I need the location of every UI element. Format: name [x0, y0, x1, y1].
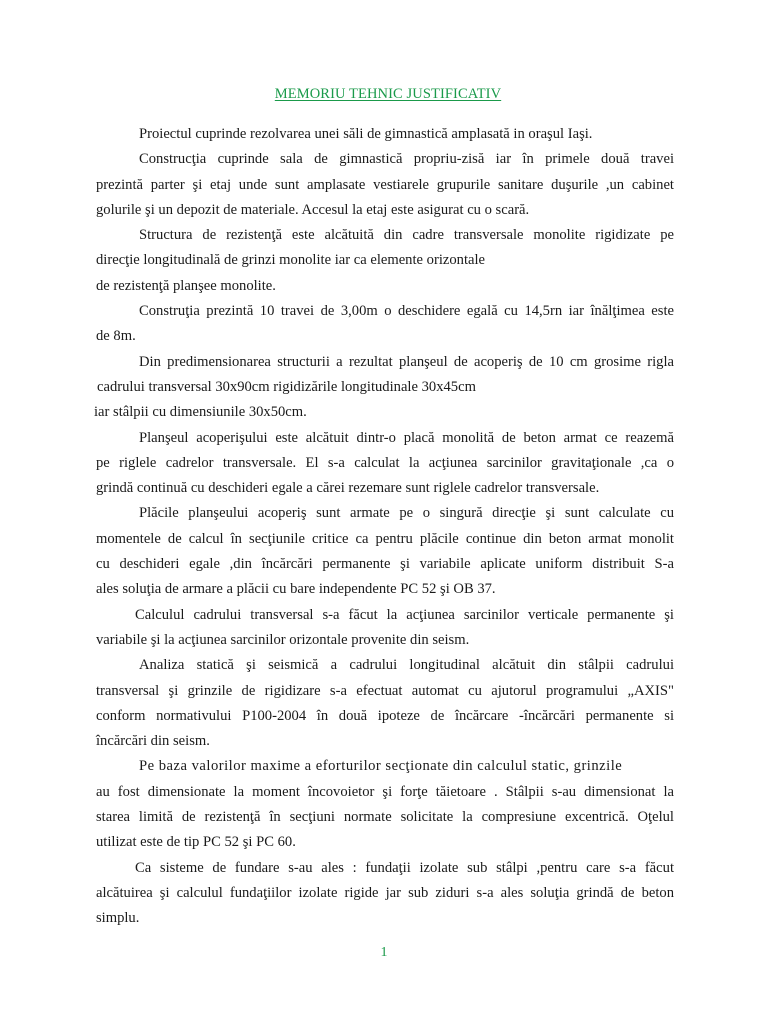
text-line: Pe baza valorilor maxime a eforturilor secţionate din calculul static, grinzile: [139, 758, 623, 775]
text-line: ales soluţia de armare a plăcii cu bare independente PC 52 şi OB 37.: [96, 581, 496, 598]
paragraph-8: [96, 603, 674, 654]
text-line: starea limită de rezistenţă în secţiuni normate solicitate la compresiune excentrică. Oţelul: [96, 809, 674, 826]
text-line: transversal şi grinzile de rigidizare s-a efectuat automat cu ajutorul programului „AXIS": [96, 682, 674, 699]
text-line: au fost dimensionate la moment încovoietor şi forţe tăietoare . Stâlpii s-au dimensionat la: [96, 783, 674, 800]
text-line: grindă continuă cu deschideri egale a cărei rezemare sunt riglele cadrelor transversale.: [96, 480, 600, 497]
paragraph-6: [96, 426, 674, 502]
paragraph-2: [96, 147, 674, 223]
text-line: momentele de calcul în secţiunile critice ca pentru plăcile continue din beton armat monolit: [96, 530, 674, 547]
text-line: cadrului transversal 30x90cm rigidizările longitudinale 30x45cm: [97, 378, 476, 395]
paragraph-1: [96, 122, 674, 147]
paragraph-7: [96, 501, 674, 602]
document-body: [96, 122, 674, 932]
text-line: conform normativului P100-2004 în două ipoteze de încărcare -încărcări permanente si: [96, 707, 674, 724]
text-line: iar stâlpii cu dimensiunile 30x50cm.: [94, 404, 307, 421]
text-line: Calculul cadrului transversal s-a făcut la acţiunea sarcinilor verticale permanente şi: [135, 606, 674, 623]
text-line: Construcţia cuprinde sala de gimnastică propriu-zisă iar în primele două travei: [139, 151, 674, 168]
paragraph-3: [96, 223, 674, 299]
paragraph-5: [96, 350, 674, 426]
text-line: Analiza statică şi seismică a cadrului longitudinal alcătuit din stâlpii cadrului: [139, 657, 674, 674]
text-line: utilizat este de tip PC 52 şi PC 60.: [96, 834, 296, 851]
text-line: cu deschideri egale ,din încărcări permanente şi variabile aplicate uniform distribuit S-a: [96, 556, 674, 573]
text-line: alcătuirea şi calculul fundaţiilor izolate rigide jar sub ziduri s-a ales soluţia grindă de beton: [96, 884, 674, 901]
text-line: Proiectul cuprinde rezolvarea unei săli de gimnastică amplasată in oraşul Iaşi.: [139, 126, 593, 142]
text-line: Construţia prezintă 10 travei de 3,00m o deschidere egală cu 14,5rn iar înălţimea este: [139, 303, 674, 320]
paragraph-4: [96, 299, 674, 350]
text-line: Din predimensionarea structurii a rezultat planşeul de acoperiş de 10 cm grosime rigla: [139, 353, 674, 370]
text-line: Ca sisteme de fundare s-au ales : fundaţii izolate sub stâlpi ,pentru care s-a făcut: [135, 859, 674, 876]
text-line: simplu.: [96, 910, 140, 927]
text-line: Plăcile planşeului acoperiş sunt armate pe o singură direcţie şi sunt calculate cu: [139, 505, 674, 522]
text-line: de rezistenţă planşee monolite.: [96, 277, 276, 294]
paragraph-10: [96, 754, 674, 855]
text-line: Structura de rezistenţă este alcătuită din cadre transversale monolite rigidizate pe: [139, 227, 674, 244]
text-line: direcţie longitudinală de grinzi monolite iar ca elemente orizontale: [96, 252, 486, 269]
text-line: pe riglele cadrelor transversale. El s-a calculat la acţiunea sarcinilor gravitaţionale ,ca o: [96, 454, 674, 471]
paragraph-11: [96, 856, 674, 932]
text-line: încărcări din seism.: [96, 733, 210, 750]
text-line: de 8m.: [96, 328, 136, 345]
document-title: MEMORIU TEHNIC JUSTIFICATIV: [274, 86, 502, 102]
text-line: prezintă parter şi etaj unde sunt amplasate vestiarele grupurile sanitare duşurile ,un cabinet: [96, 176, 674, 193]
text-line: golurile şi un depozit de materiale. Accesul la etaj este asigurat cu o scară.: [96, 201, 530, 218]
page-number: 1: [380, 945, 388, 960]
text-line: variabile şi la acţiunea sarcinilor orizontale provenite din seism.: [96, 631, 470, 648]
paragraph-9: [96, 653, 674, 754]
text-line: Planşeul acoperişului este alcătuit dintr-o placă monolită de beton armat ce reazemă: [139, 429, 674, 446]
